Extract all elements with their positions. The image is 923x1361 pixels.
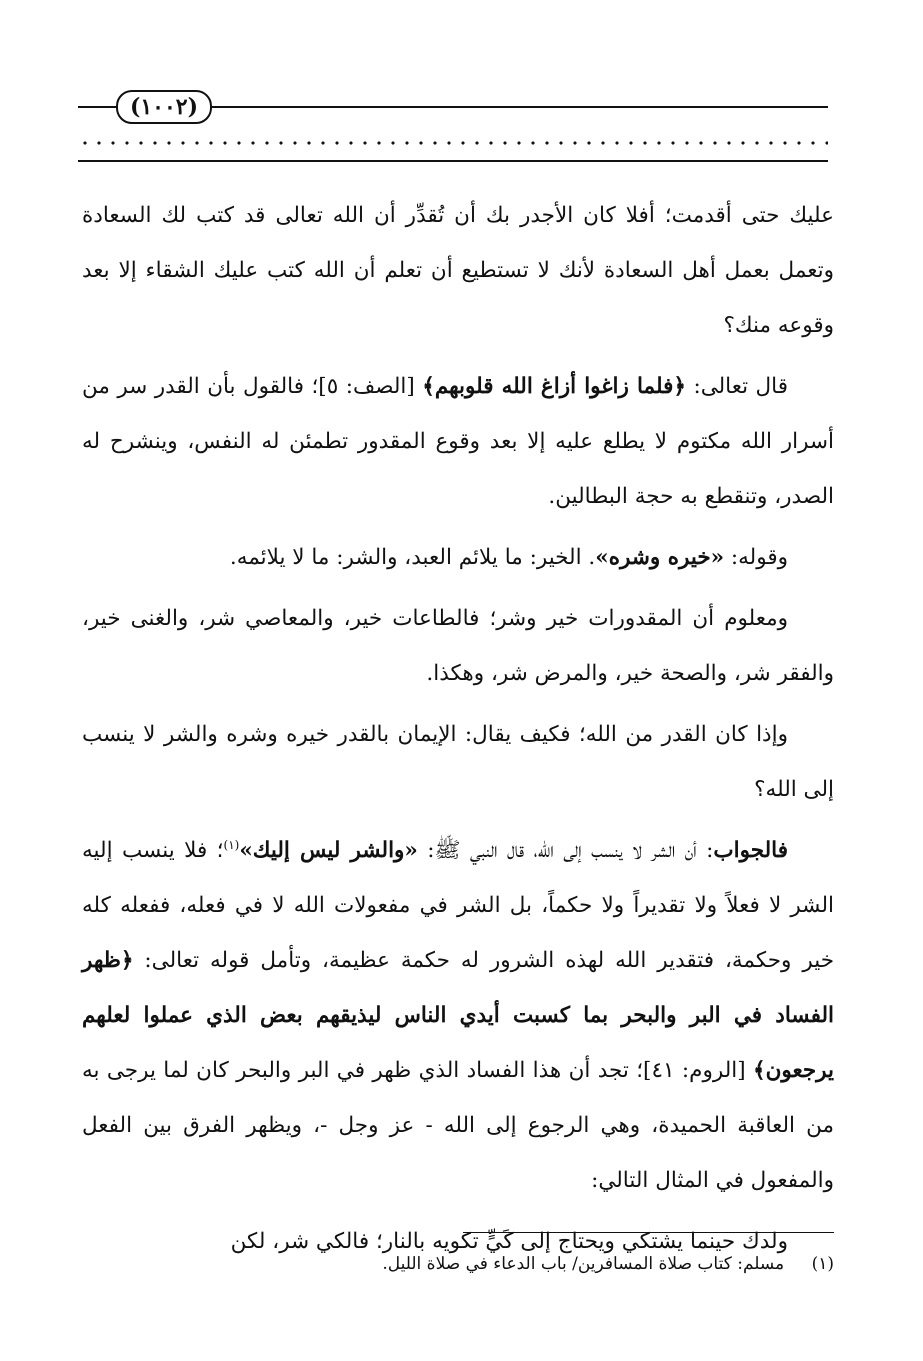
footnote (200, 1250, 834, 1278)
page-number: (١٠٠٢) (116, 90, 212, 124)
text-segment: وقوله: (724, 545, 788, 570)
dotted-divider (78, 140, 828, 146)
paragraph (82, 188, 834, 353)
text-segment: [الصف: ٥]؛ فالقول بأن القدر سر من أسرار الله مكتوم لا يطلع عليه إلا بعد وقوع المقدور تطمئن له النفس، وينشرح له الصدر، وتنقطع به حجة البطالين. (82, 374, 834, 509)
emphasized-text: ﴿ظهر الفساد في البر والبحر بما كسبت أيدي الناس ليذيقهم بعض الذي عملوا لعلهم يرجعون﴾ (82, 948, 834, 1083)
text-segment: ؛ فلا ينسب إليه الشر لا فعلاً ولا تقديراً ولا حكماً، بل الشر في مفعولات الله لا في فعله، ففعله كله خير وحكمة، فتقدير الله لهذه الشرور له حكمة عظيمة، وتأمل قوله تعالى: (82, 838, 834, 973)
footnote-number: (١) (811, 1254, 834, 1274)
paragraph (82, 530, 834, 585)
emphasized-text: «خيره وشره» (595, 545, 725, 570)
text-segment: : أن الشر لا ينسب إلى الله، قال النبي ﷺ: (417, 838, 714, 863)
paragraph (82, 707, 834, 817)
text-segment: قال تعالى: (685, 374, 788, 399)
text-segment: ولدك حينما يشتكي ويحتاج إلى كَيٍّ تكويه بالنار؛ فالكي شر، لكن (230, 1229, 788, 1254)
emphasized-text: «والشر ليس إليك» (239, 838, 418, 863)
paragraph (82, 591, 834, 701)
emphasized-text: ﴿فلما زاغوا أزاغ الله قلوبهم﴾ (422, 374, 686, 399)
page-header (78, 88, 828, 168)
footnote-ref: (١) (223, 837, 240, 852)
text-segment: . الخير: ما يلائم العبد، والشر: ما لا يلائمه. (229, 545, 596, 570)
footnote-rule (463, 1232, 834, 1233)
text-segment: ومعلوم أن المقدورات خير وشر؛ فالطاعات خير، والمعاصي شر، والغنى خير، والفقر شر، والصحة خير، والمرض شر، وهكذا. (82, 606, 834, 686)
footnote-text: مسلم: كتاب صلاة المسافرين/ باب الدعاء في صلاة الليل. (382, 1254, 785, 1274)
paragraph (82, 359, 834, 524)
header-rule-bottom (78, 160, 828, 162)
paragraph (82, 823, 834, 1208)
emphasized-text: فالجواب (713, 838, 788, 863)
text-segment: وإذا كان القدر من الله؛ فكيف يقال: الإيمان بالقدر خيره وشره والشر لا ينسب إلى الله؟ (82, 722, 834, 802)
body-text (82, 188, 834, 1275)
text-segment: عليك حتى أقدمت؛ أفلا كان الأجدر بك أن تُقدِّر أن الله تعالى قد كتب لك السعادة وتعمل بعمل أهل السعادة لأنك لا تستطيع أن تعلم أن الله كتب عليك الشقاء إلا بعد وقوعه منك؟ (82, 203, 834, 338)
text-segment: [الروم: ٤١]؛ تجد أن هذا الفساد الذي ظهر في البر والبحر كان لما يرجى به من العاقبة الحميدة، وهي الرجوع إلى الله - عز وجل -، ويظهر الفرق بين الفعل والمفعول في المثال التالي: (82, 1058, 834, 1193)
